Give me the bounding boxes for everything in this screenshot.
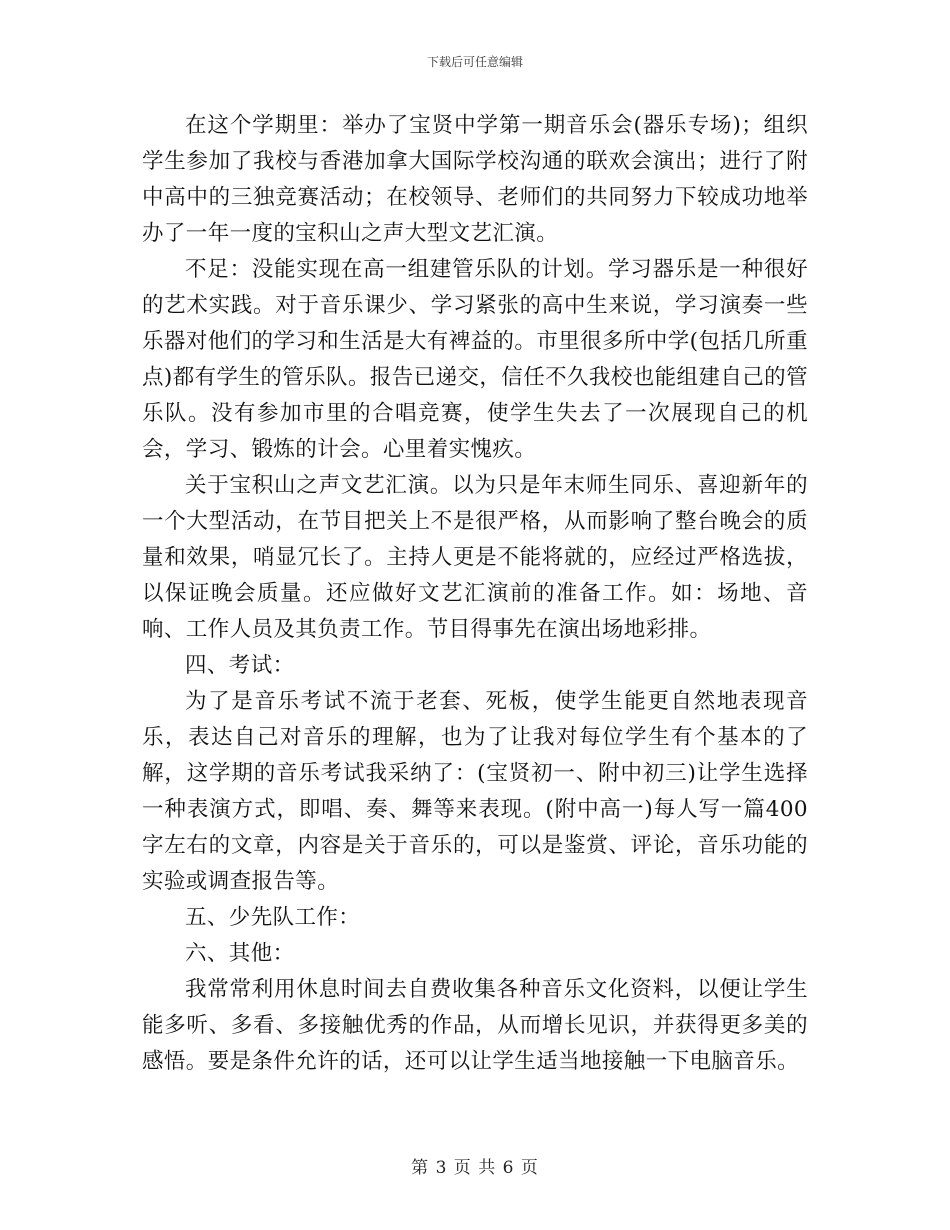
paragraph-shortcomings: 不足：没能实现在高一组建管乐队的计划。学习器乐是一种很好的艺术实践。对于音乐课少、学习紧张的高中生来说，学习演奏一些乐器对他们的学习和生活是大有裨益的。市里很多所中学(包括几所重点)都有学生的管乐队。报告已递交，信任不久我校也能组建自己的管乐队。没有参加市里的合唱竞赛，使学生失去了一次展现自己的机会，学习、锻炼的计会。心里着实愧疚。 — [142, 257, 808, 462]
page-number: 第 3 页 共 6 页 — [411, 1158, 539, 1178]
paragraph-art-show: 关于宝积山之声文艺汇演。以为只是年末师生同乐、喜迎新年的一个大型活动，在节目把关上不是很严格，从而影响了整台晚会的质量和效果，哨显冗长了。主持人更是不能将就的，应经过严格选拔，以保证晚会质量。还应做好文艺汇演前的准备工作。如：场地、音响、工作人员及其负责工作。节目得事先在演出场地彩排。 — [142, 473, 808, 642]
page-header-note: 下载后可任意编辑 — [426, 55, 523, 69]
section-heading-exams: 四、考试： — [185, 653, 295, 678]
document-body — [142, 108, 808, 1080]
paragraph-exams: 为了是音乐考试不流于老套、死板，使学生能更自然地表现音乐，表达自己对音乐的理解，也为了让我对每位学生有个基本的了解，这学期的音乐考试我采纳了：(宝贤初一、附中初三)让学生选择一种表演方式，即唱、奏、舞等来表现。(附中高一)每人写一篇400字左右的文章，内容是关于音乐的，可以是鉴赏、评论，音乐功能的实验或调查报告等。 — [142, 689, 808, 894]
section-heading-other: 六、其他： — [185, 941, 295, 966]
paragraph-other: 我常常利用休息时间去自费收集各种音乐文化资料，以便让学生能多听、多看、多接触优秀的作品，从而增长见识，并获得更多美的感悟。要是条件允许的话，还可以让学生适当地接触一下电脑音乐。 — [142, 977, 808, 1074]
paragraph-concerts: 在这个学期里：举办了宝贤中学第一期音乐会(器乐专场)；组织学生参加了我校与香港加拿大国际学校沟通的联欢会演出；进行了附中高中的三独竞赛活动；在校领导、老师们的共同努力下较成功地举办了一年一度的宝积山之声大型文艺汇演。 — [142, 113, 808, 246]
section-heading-young-pioneers: 五、少先队工作： — [185, 905, 361, 930]
